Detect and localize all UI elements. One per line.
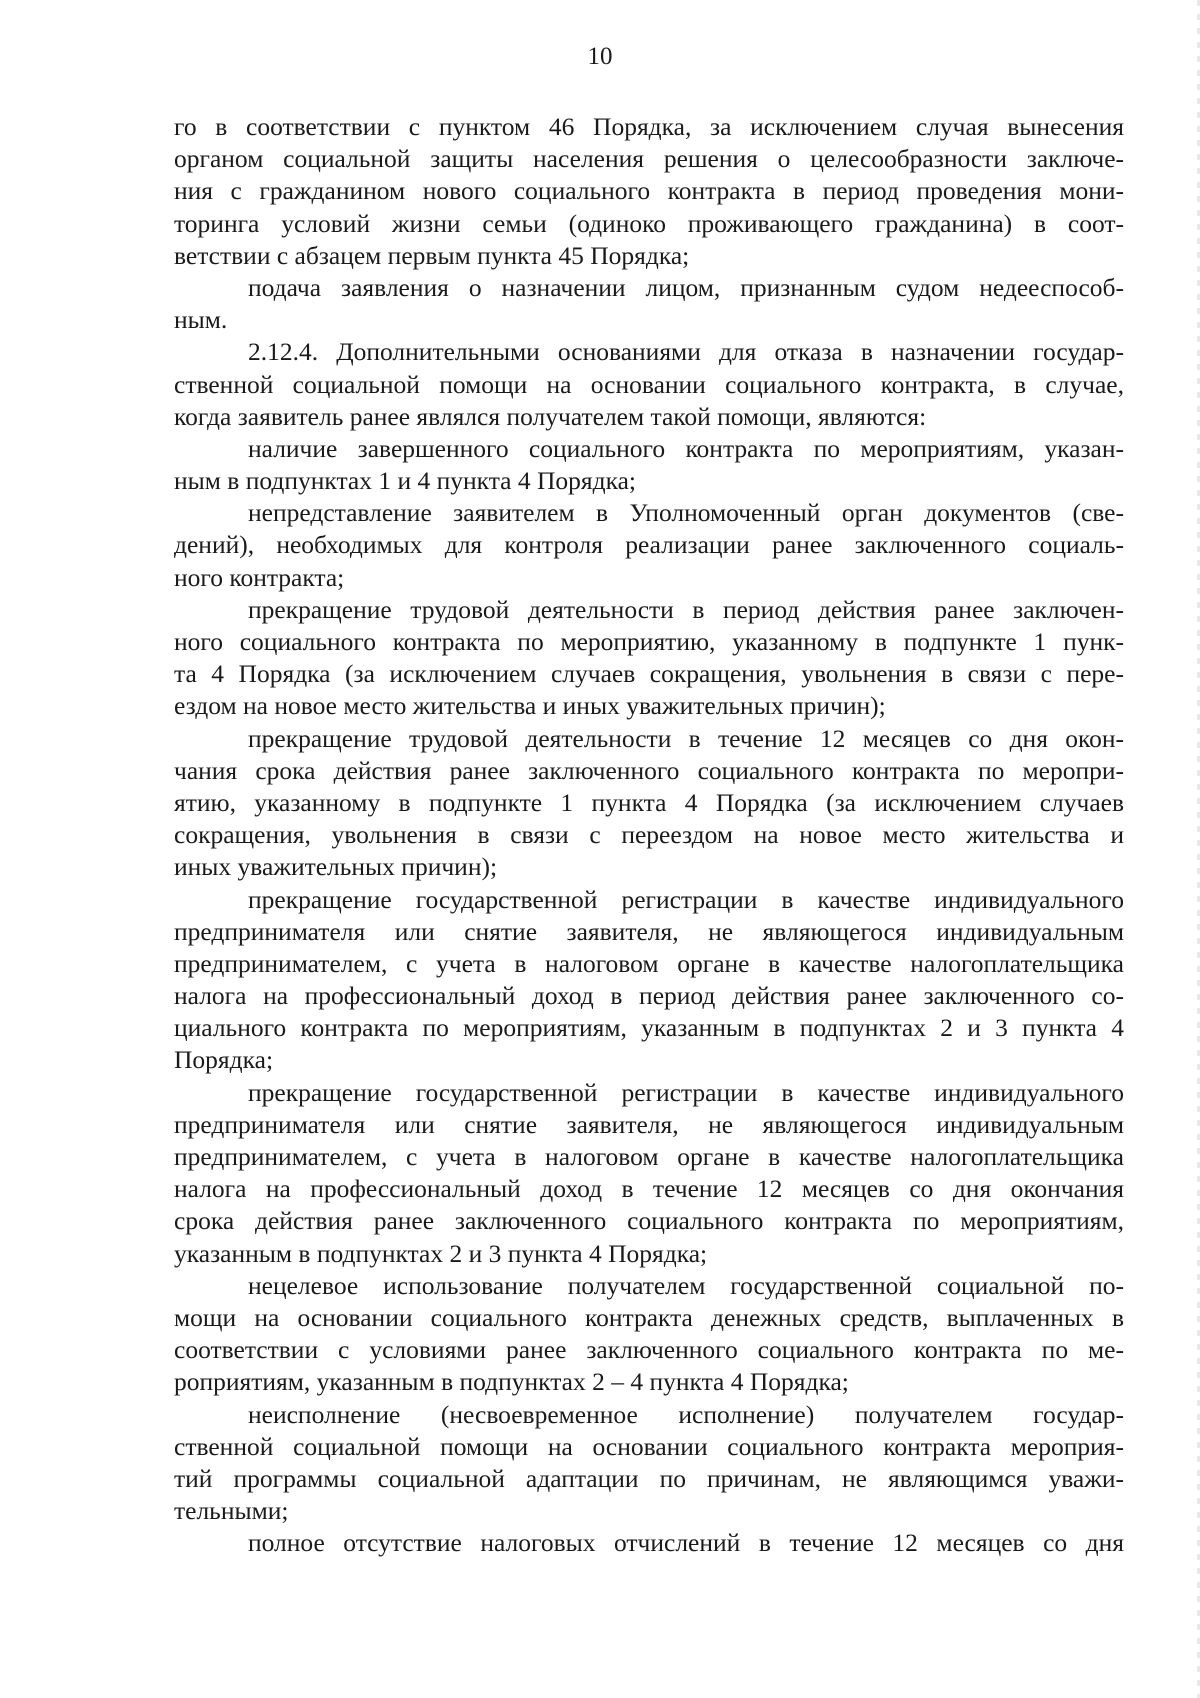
text-line: предпринимателем, с учета в налоговом органе в качестве налогоплательщика [174, 948, 1124, 978]
text-line: предпринимателя или снятие заявителя, не являющегося индивидуальным [174, 916, 1124, 946]
text-line: торинга условий жизни семьи (одиноко проживающего гражданина) в соот- [174, 208, 1124, 238]
paragraph [174, 594, 1124, 723]
text-line: прекращение трудовой деятельности в течение 12 месяцев со дня окон- [248, 723, 1124, 753]
text-line: ветствии с абзацем первым пункта 45 Порядка; [174, 240, 690, 270]
text-line: Порядка; [174, 1045, 274, 1075]
text-line: подача заявления о назначении лицом, признанным судом недееспособ- [248, 272, 1124, 302]
paragraph [174, 723, 1124, 884]
text-line: ездом на новое место жительства и иных уважительных причин); [174, 691, 886, 721]
text-line: нецелевое использование получателем государственной социальной по- [248, 1270, 1124, 1300]
paragraph [174, 1527, 1124, 1559]
text-line: предпринимателем, с учета в налоговом органе в качестве налогоплательщика [174, 1142, 1124, 1171]
paragraph [174, 1270, 1124, 1399]
text-line: сокращения, увольнения в связи с переездом на новое место жительства и [174, 820, 1124, 850]
text-line: тельными; [174, 1496, 289, 1526]
text-line: иных уважительных причин); [174, 852, 498, 882]
text-line: налога на профессиональный доход в течение 12 месяцев со дня окончания [174, 1174, 1124, 1204]
text-line: ным. [174, 305, 228, 335]
text-line: неисполнение (несвоевременное исполнение) получателем государ- [248, 1399, 1124, 1429]
text-line: соответствии с условиями ранее заключенного социального контракта по ме- [174, 1335, 1124, 1365]
paragraph [174, 884, 1124, 1077]
text-line: прекращение государственной регистрации в качестве индивидуального [248, 1077, 1124, 1107]
document-body [174, 111, 1124, 1559]
text-line: та 4 Порядка (за исключением случаев сокращения, увольнения в связи с пере- [174, 659, 1124, 689]
text-line: органом социальной защиты населения решения о целесообразности заключе- [174, 144, 1124, 174]
text-line: прекращение трудовой деятельности в период действия ранее заключен- [248, 594, 1124, 624]
text-line: тий программы социальной адаптации по причинам, не являющимся уважи- [174, 1463, 1124, 1493]
text-line: ятию, указанному в подпункте 1 пункта 4 Порядка (за исключением случаев [174, 787, 1124, 817]
text-line: мощи на основании социального контракта денежных средств, выплаченных в [174, 1302, 1124, 1332]
text-line: ного контракта; [174, 562, 345, 592]
paragraph [174, 272, 1124, 336]
text-line: ственной социальной помощи на основании социального контракта мероприя- [174, 1431, 1124, 1461]
paragraph [174, 497, 1124, 594]
page-number: 10 [587, 43, 613, 70]
text-line: когда заявитель ранее являлся получателем такой помощи, являются: [174, 401, 927, 431]
text-line: го в соответствии с пунктом 46 Порядка, за исключением случая вынесения [174, 112, 1124, 141]
text-line: указанным в подпунктах 2 и 3 пункта 4 Порядка; [174, 1238, 708, 1268]
text-line: дений), необходимых для контроля реализации ранее заключенного социаль- [174, 530, 1124, 560]
text-line: прекращение государственной регистрации в качестве индивидуального [248, 884, 1124, 914]
text-line: ного социального контракта по мероприятию, указанному в подпункте 1 пунк- [174, 627, 1124, 656]
text-line: ным в подпунктах 1 и 4 пункта 4 Порядка; [174, 466, 637, 496]
text-line: полное отсутствие налоговых отчислений в течение 12 месяцев со дня [248, 1528, 1124, 1558]
text-line: срока действия ранее заключенного социального контракта по мероприятиям, [174, 1206, 1124, 1236]
text-line: непредставление заявителем в Уполномоченный орган документов (све- [248, 498, 1124, 528]
text-line: роприятиям, указанным в подпунктах 2 – 4 пункта 4 Порядка; [174, 1367, 849, 1397]
text-line: чания срока действия ранее заключенного социального контракта по меропри- [174, 755, 1124, 785]
text-line: ния с гражданином нового социального контракта в период проведения мони- [174, 176, 1124, 206]
paragraph [174, 111, 1124, 272]
text-line: циального контракта по мероприятиям, указанным в подпунктах 2 и 3 пункта 4 [174, 1013, 1124, 1043]
paragraph [174, 1077, 1124, 1270]
paragraph [174, 336, 1124, 433]
text-line: наличие завершенного социального контракта по мероприятиям, указан- [248, 433, 1124, 463]
paragraph [174, 433, 1124, 497]
text-line: предпринимателя или снятие заявителя, не являющегося индивидуальным [174, 1109, 1124, 1139]
text-line: налога на профессиональный доход в период действия ранее заключенного со- [174, 981, 1124, 1011]
text-line: 2.12.4. Дополнительными основаниями для отказа в назначении государ- [248, 337, 1124, 367]
text-line: ственной социальной помощи на основании социального контракта, в случае, [174, 369, 1124, 399]
paragraph [174, 1399, 1124, 1528]
